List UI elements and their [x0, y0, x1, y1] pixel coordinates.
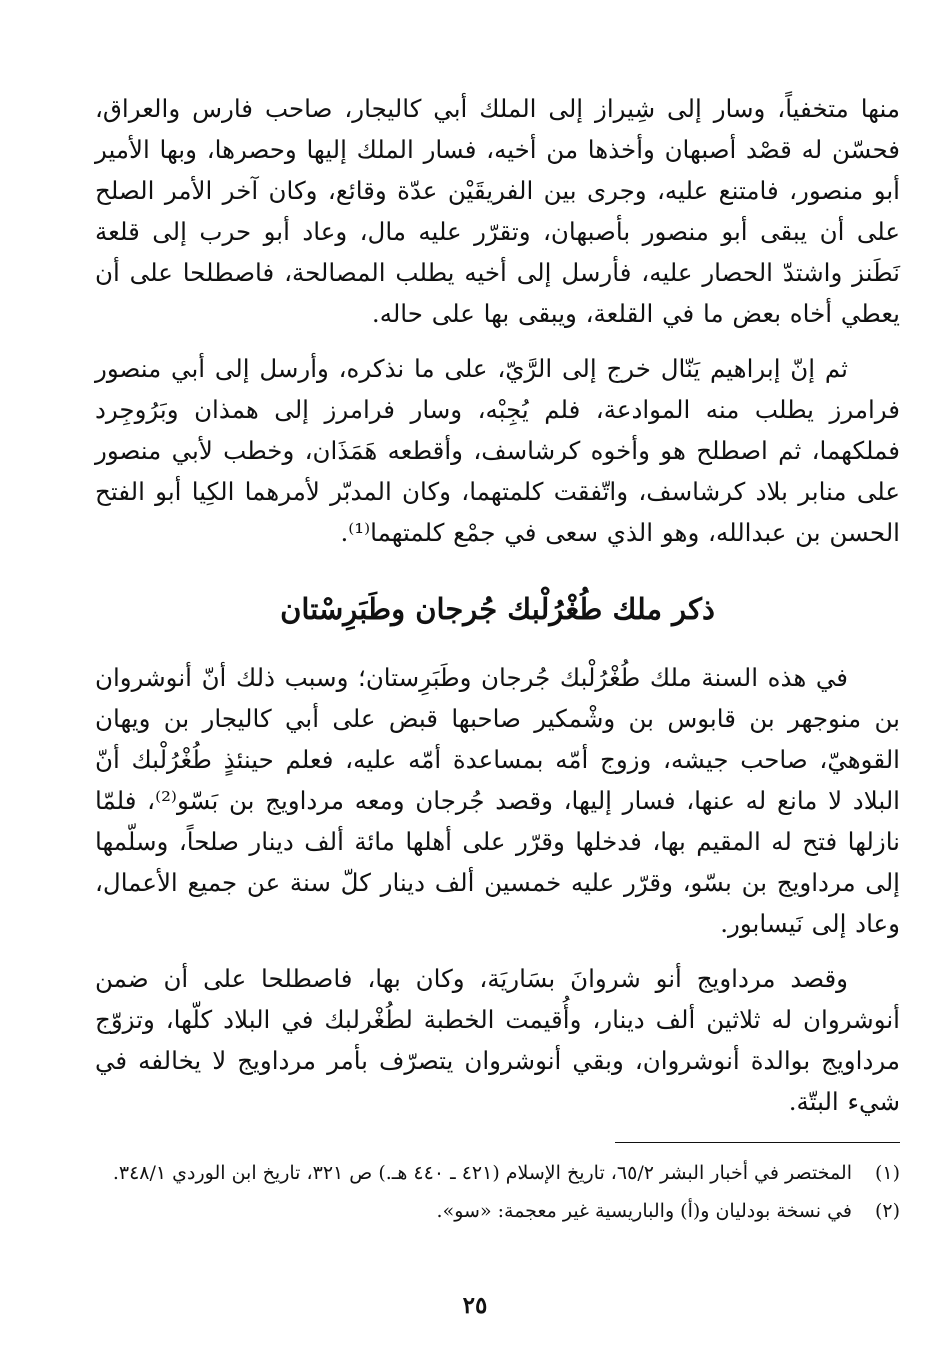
- paragraph-2: ثم إنّ إبراهيم يَنّال خرج إلى الرَّيّ، على ما نذكره، وأرسل إلى أبي منصور فرامرز يطلب منه الموادعة، فلم يُجِبْه، وسار فرامرز إلى همذان وبَرُوجِرد فملكهما، ثم اصطلح هو وأخوه كرشاسف، وأقطعه هَمَذَان، وخطب لأبي منصور على منابر بلاد كرشاسف، واتّفقت كلمتهما، وكان المدبّر لأمرهما الكِيا أبو الفتح الحسن بن عبدالله، وهو الذي سعى في جمْع كلمتهما⁽¹⁾.: [95, 354, 900, 547]
- footnote-divider: [615, 1142, 900, 1143]
- footnote-number: (١): [874, 1162, 900, 1184]
- footnotes: [95, 1158, 900, 1234]
- footnote-number: (٢): [874, 1200, 900, 1222]
- paragraph-3: في هذه السنة ملك طُغْرُلْبك جُرجان وطَبَرِستان؛ وسبب ذلك أنّ أنوشروان بن منوجهر بن قابوس بن وشْمكير صاحبها قبض على أبي كاليجار بن ويهان القوهيّ، صاحب جيشه، وزوج أمّه بمساعدة أمّه عليه، فعلم حينئذٍ طُغْرُلْبك أنّ البلاد لا مانع له عنها، فسار إليها، وقصد جُرجان ومعه مرداويج بن بَسّو⁽²⁾، فلمّا نازلها فتح له المقيم بها، فدخلها وقرّر على أهلها مائة ألف دينار صلحاً، وسلّمها إلى مرداويج بن بسّو، وقرّر عليه خمسين ألف دينار كلّ سنة عن جميع الأعمال، وعاد إلى نَيسابور.: [95, 663, 900, 938]
- footnote-1: [95, 1158, 900, 1188]
- page-number: ٢٥: [462, 1292, 488, 1319]
- paragraph-1: منها متخفياً، وسار إلى شِيراز إلى الملك أبي كاليجار، صاحب فارس والعراق، فحسّن له قصْد أصبهان وأخذها من أخيه، فسار الملك إليها وحصرها، وبها الأمير أبو منصور، فامتنع عليه، وجرى بين الفريقَيْن عدّة وقائع، وكان آخر الأمر الصلح على أن يبقى أبو منصور بأصبهان، وتقرّر عليه مال، وعاد أبو حرب إلى قلعة نَطَنز واشتدّ الحصار عليه، فأرسل إلى أخيه يطلب المصالحة، فاصطلحا على أن يعطي أخاه بعض ما في القلعة، ويبقى بها على حاله.: [95, 94, 900, 328]
- paragraph-4: وقصد مرداويج أنو شروانَ بسَاريَة، وكان بها، فاصطلحا على أن ضمن أنوشروان له ثلاثين ألف دينار، وأُقيمت الخطبة لطُغْرلبك في البلاد كلّها، وتزوّج مرداويج بوالدة أنوشروان، وبقي أنوشروان يتصرّف بأمر مرداويج لا يخالفه في شيء البتّة.: [95, 964, 900, 1116]
- main-text: [95, 88, 900, 1122]
- footnote-text: في نسخة بودليان و(أ) والباريسية غير معجمة: «سو».: [436, 1200, 852, 1222]
- section-heading: ذكر ملك طُغْرُلْبك جُرجان وطَبَرِسْتان: [280, 592, 715, 626]
- footnote-text: المختصر في أخبار البشر ٦٥/٢، تاريخ الإسلام (٤٢١ ـ ٤٤٠ هـ.) ص ٣٢١، تاريخ ابن الوردي ٣٤٨/١.: [112, 1162, 852, 1184]
- footnote-2: [95, 1196, 900, 1226]
